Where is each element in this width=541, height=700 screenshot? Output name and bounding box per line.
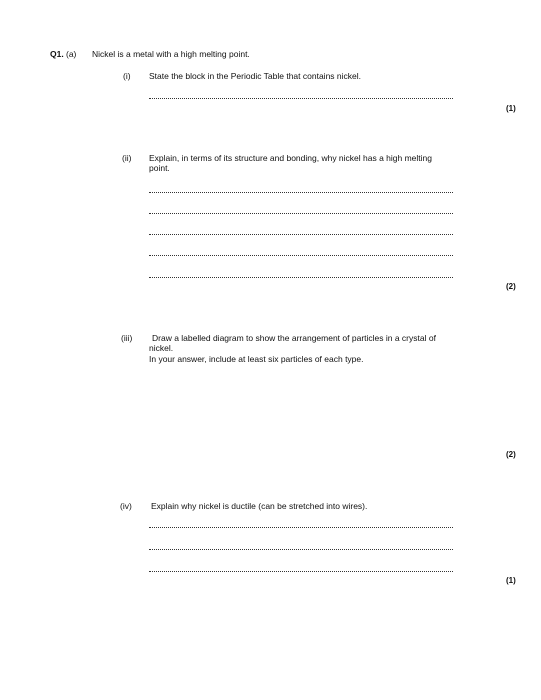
answer-line-ii-5[interactable] — [149, 277, 453, 278]
part-iii-prompt-line1: Draw a labelled diagram to show the arrangement of particles in a crystal of — [152, 333, 436, 343]
question-stem: Nickel is a metal with a high melting point. — [92, 49, 250, 59]
part-i-label: (i) — [123, 71, 131, 81]
part-iii-prompt-line2: nickel. — [149, 343, 174, 353]
part-i-marks: (1) — [506, 104, 516, 113]
answer-line-iv-1[interactable] — [149, 527, 453, 528]
part-ii-prompt-line2: point. — [149, 163, 170, 173]
part-ii-prompt-line1: Explain, in terms of its structure and bonding, why nickel has a high melting — [149, 153, 433, 163]
diagram-drawing-area[interactable] — [149, 370, 453, 450]
answer-line-i-1[interactable] — [149, 98, 453, 99]
part-iv-prompt: Explain why nickel is ductile (can be stretched into wires). — [151, 501, 368, 511]
part-iv-label: (iv) — [120, 501, 132, 511]
answer-line-ii-2[interactable] — [149, 213, 453, 214]
part-iii-prompt-line3: In your answer, include at least six particles of each type. — [149, 354, 364, 364]
part-i-prompt: State the block in the Periodic Table that contains nickel. — [149, 71, 361, 81]
part-iii-label: (iii) — [121, 333, 133, 343]
answer-line-ii-1[interactable] — [149, 192, 453, 193]
answer-line-ii-4[interactable] — [149, 255, 453, 256]
answer-line-ii-3[interactable] — [149, 234, 453, 235]
part-ii-marks: (2) — [506, 282, 516, 291]
part-iv-marks: (1) — [506, 576, 516, 585]
question-part: (a) — [66, 49, 77, 59]
part-iii-marks: (2) — [506, 450, 516, 459]
part-ii-label: (ii) — [122, 153, 132, 163]
answer-line-iv-2[interactable] — [149, 549, 453, 550]
answer-line-iv-3[interactable] — [149, 571, 453, 572]
question-number: Q1. — [50, 49, 64, 59]
